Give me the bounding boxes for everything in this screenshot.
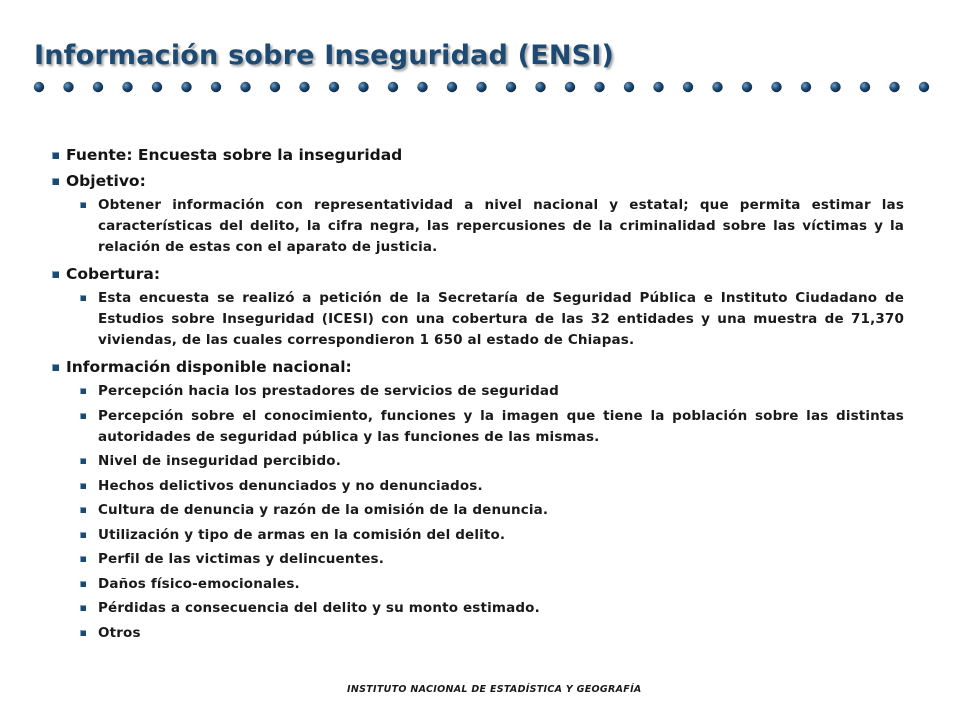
list-item-text: Percepción hacia los prestadores de servicios de seguridad <box>98 383 559 399</box>
list-item <box>90 549 904 570</box>
divider-dot-icon <box>299 82 309 92</box>
list-item-text: Pérdidas a consecuencia del delito y su monto estimado. <box>98 600 540 616</box>
square-bullet-icon <box>80 295 86 301</box>
divider-dot-icon <box>535 82 545 92</box>
divider-dot-icon <box>93 82 103 92</box>
institution-footer: INSTITUTO NACIONAL DE ESTADÍSTICA Y GEOGRAFÍA <box>347 684 642 695</box>
objetivo-text: Obtener información con representatividad a nivel nacional y estatal; que permita estimar las características del delito, la cifra negra, las repercusiones de la criminalidad sobre las víctimas y la relación de estas con el aparato de justicia. <box>98 197 904 255</box>
divider-dot-icon <box>270 82 280 92</box>
divider-dot-icon <box>683 82 693 92</box>
list-item <box>90 623 904 644</box>
list-item-text: Utilización y tipo de armas en la comisión del delito. <box>98 526 506 543</box>
dotted-divider <box>30 78 935 96</box>
square-bullet-icon <box>80 413 86 419</box>
divider-dot-icon <box>63 82 73 92</box>
content-body <box>52 145 904 647</box>
list-item <box>90 525 904 546</box>
square-bullet-icon <box>80 388 86 394</box>
list-item-text: Perfil de las victimas y delincuentes. <box>98 551 384 567</box>
list-item-text: Daños físico-emocionales. <box>98 575 300 592</box>
divider-dot-icon <box>624 82 634 92</box>
list-item-text: Otros <box>98 624 141 641</box>
cobertura-text: Esta encuesta se realizó a petición de la Secretaría de Seguridad Pública e Instituto Ciudadano de Estudios sobre Inseguridad (ICESI) con una cobertura de las 32 entidades y una muestra de 71,370 viviendas, de las cuales correspondieron 1 650 al estado de Chiapas. <box>98 290 904 348</box>
divider-dot-icon <box>653 82 663 92</box>
divider-dot-icon <box>565 82 575 92</box>
divider-dot-icon <box>417 82 427 92</box>
list-item <box>90 500 904 521</box>
objetivo-label: Objetivo: <box>66 172 146 190</box>
divider-dot-icon <box>476 82 486 92</box>
list-item-text: Nivel de inseguridad percibido. <box>98 453 341 469</box>
list-item-text: Percepción sobre el conocimiento, funciones y la imagen que tiene la población sobre las distintas autoridades de seguridad pública y las funciones de las mismas. <box>98 407 904 445</box>
square-bullet-icon <box>80 630 86 636</box>
divider-dot-icon <box>358 82 368 92</box>
list-item <box>90 406 904 448</box>
list-item-text: Cultura de denuncia y razón de la omisión de la denuncia. <box>98 502 549 518</box>
divider-dot-icon <box>860 82 870 92</box>
square-bullet-icon <box>52 364 59 371</box>
divider-dot-icon <box>771 82 781 92</box>
square-bullet-icon <box>80 202 86 208</box>
divider-dot-icon <box>712 82 722 92</box>
square-bullet-icon <box>80 458 86 464</box>
page-title: Información sobre Inseguridad (ENSI) <box>34 40 615 71</box>
informacion-heading <box>52 357 904 377</box>
square-bullet-icon <box>80 605 86 611</box>
list-item-text: Hechos delictivos denunciados y no denunciados. <box>98 477 483 494</box>
cobertura-label: Cobertura: <box>66 265 161 283</box>
square-bullet-icon <box>80 483 86 489</box>
divider-dot-icon <box>742 82 752 92</box>
divider-dot-icon <box>447 82 457 92</box>
divider-dot-icon <box>889 82 899 92</box>
fuente-text: Fuente: Encuesta sobre la inseguridad <box>66 146 403 164</box>
square-bullet-icon <box>52 178 59 185</box>
square-bullet-icon <box>80 532 86 538</box>
divider-dot-icon <box>801 82 811 92</box>
divider-dot-icon <box>152 82 162 92</box>
cobertura-heading <box>52 264 904 284</box>
divider-dot-icon <box>329 82 339 92</box>
list-item <box>90 451 904 472</box>
list-item <box>90 574 904 595</box>
divider-dot-icon <box>388 82 398 92</box>
divider-dot-icon <box>122 82 132 92</box>
divider-dot-icon <box>594 82 604 92</box>
divider-dot-icon <box>34 82 44 92</box>
square-bullet-icon <box>52 271 59 278</box>
divider-dot-icon <box>830 82 840 92</box>
list-item <box>90 598 904 619</box>
divider-dot-icon <box>211 82 221 92</box>
square-bullet-icon <box>80 581 86 587</box>
square-bullet-icon <box>80 556 86 562</box>
fuente-item <box>52 145 904 165</box>
divider-dot-icon <box>506 82 516 92</box>
square-bullet-icon <box>52 152 59 159</box>
divider-dot-icon <box>240 82 250 92</box>
list-item <box>90 381 904 402</box>
list-item <box>90 476 904 497</box>
divider-dot-icon <box>919 82 929 92</box>
objetivo-heading <box>52 171 904 191</box>
cobertura-description <box>90 288 904 351</box>
divider-dot-icon <box>181 82 191 92</box>
informacion-label: Información disponible nacional: <box>66 358 352 376</box>
objetivo-description <box>90 195 904 258</box>
square-bullet-icon <box>80 507 86 513</box>
